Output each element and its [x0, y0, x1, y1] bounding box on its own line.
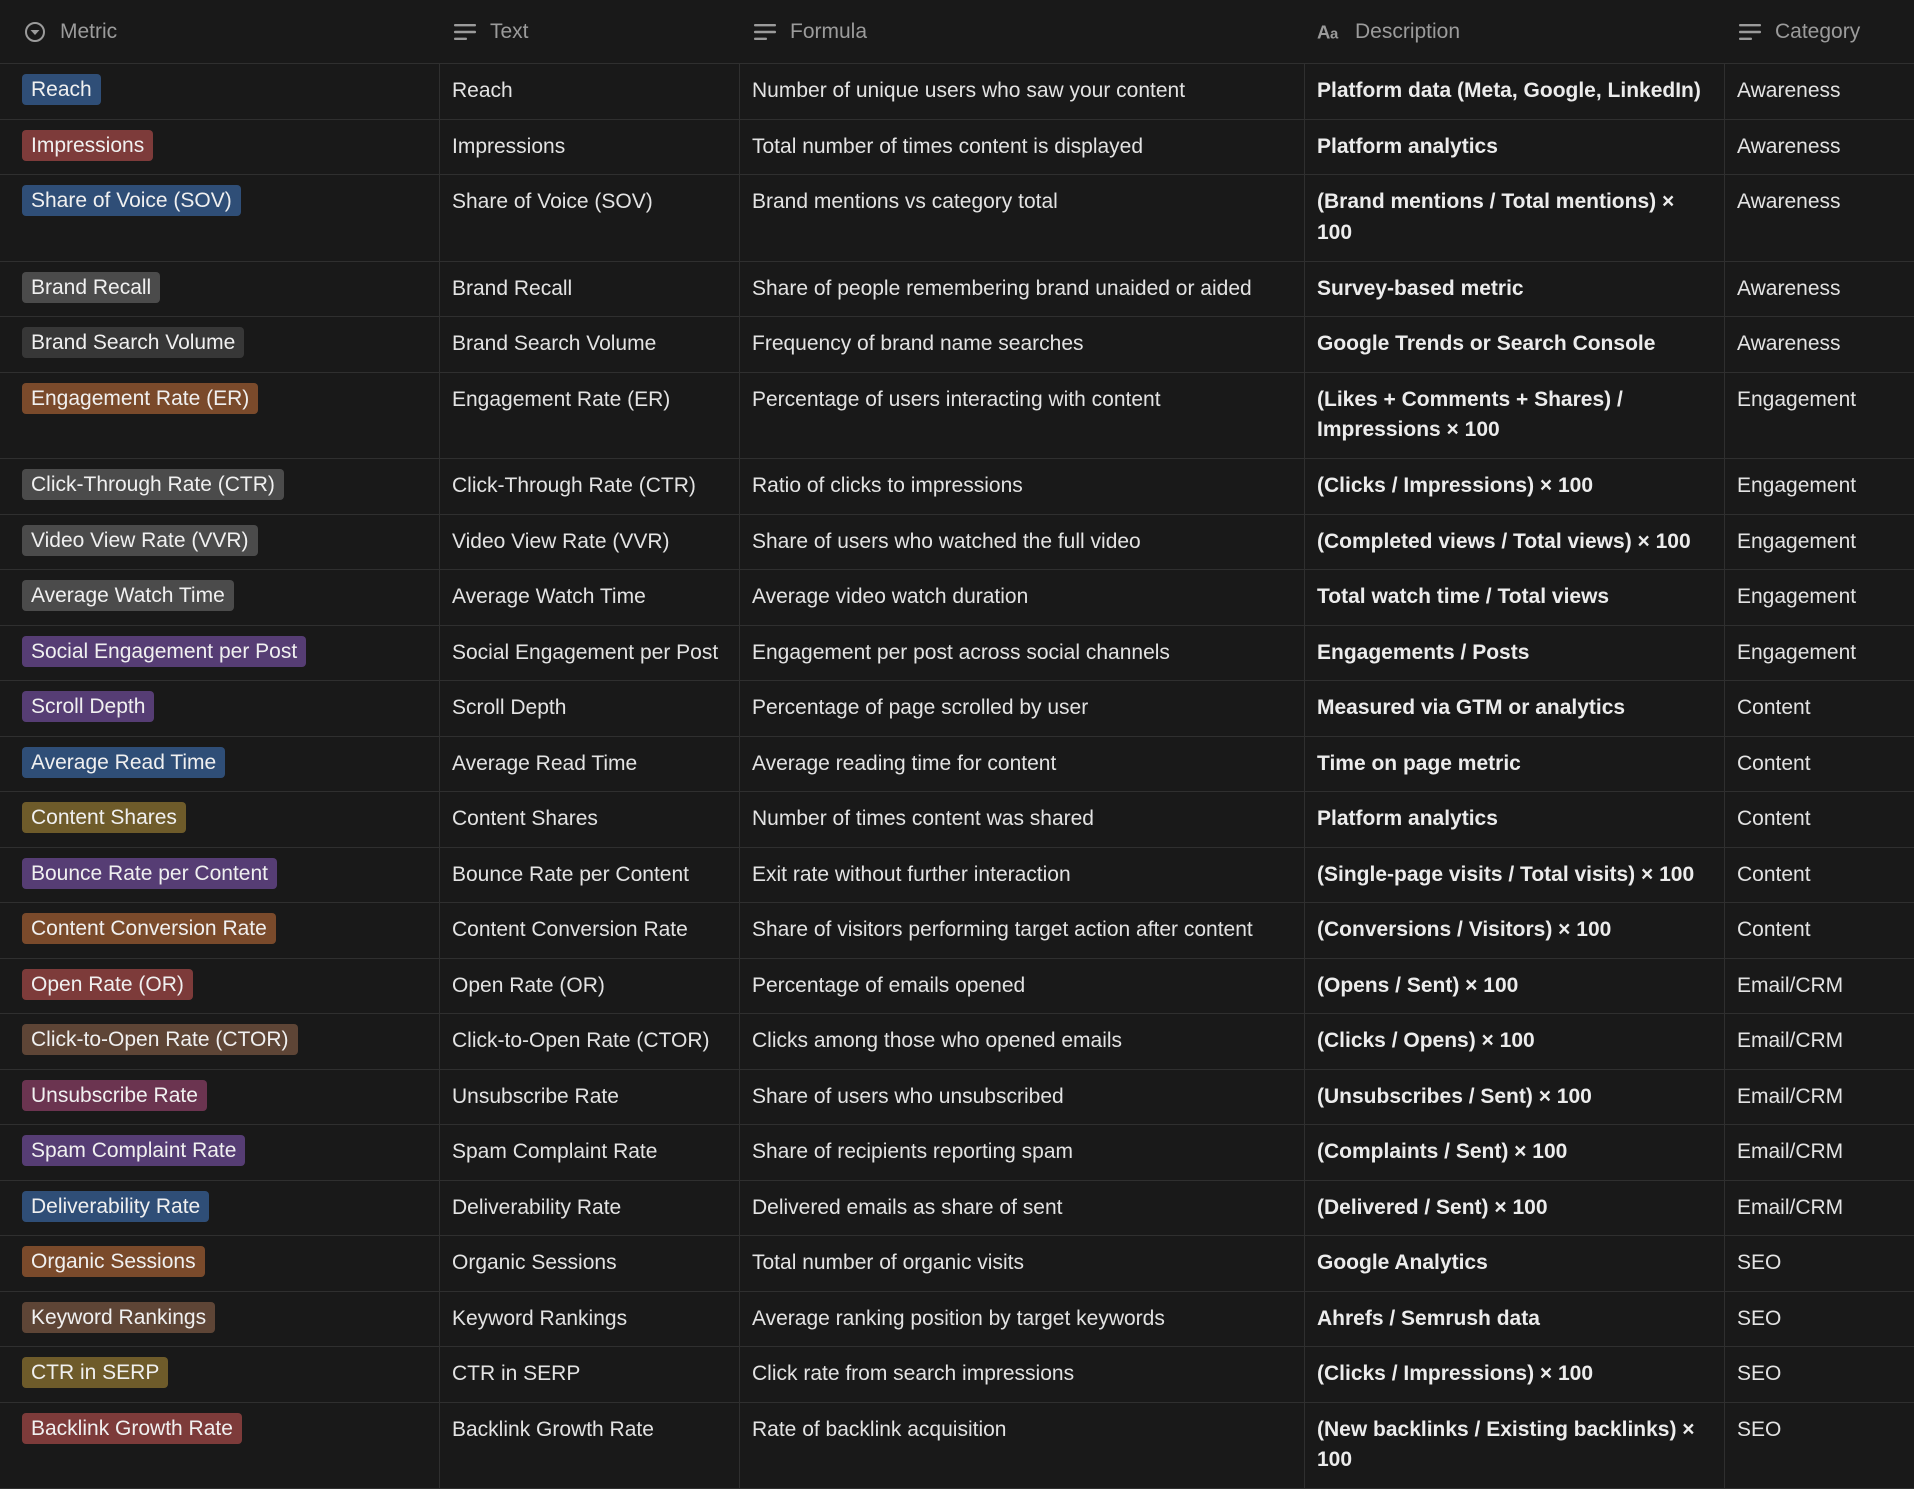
cell-metric[interactable]: [0, 317, 440, 372]
cell-text[interactable]: Deliverability Rate: [440, 1181, 740, 1236]
cell-formula[interactable]: Engagement per post across social channels: [740, 626, 1305, 681]
cell-formula[interactable]: Brand mentions vs category total: [740, 175, 1305, 261]
cell-category[interactable]: Content: [1725, 737, 1914, 792]
cell-category[interactable]: Awareness: [1725, 64, 1914, 119]
column-header-formula[interactable]: [740, 0, 1305, 63]
cell-description[interactable]: (Clicks / Impressions) × 100: [1305, 459, 1725, 514]
metric-tag[interactable]: Deliverability Rate: [22, 1191, 209, 1222]
cell-formula[interactable]: Clicks among those who opened emails: [740, 1014, 1305, 1069]
column-header-label: Formula: [790, 20, 867, 44]
cell-text[interactable]: Spam Complaint Rate: [440, 1125, 740, 1180]
lines-icon: [452, 19, 478, 45]
table-row[interactable]: [0, 1070, 1914, 1126]
cell-category[interactable]: SEO: [1725, 1292, 1914, 1347]
metric-tag[interactable]: Backlink Growth Rate: [22, 1413, 242, 1444]
cell-text[interactable]: Content Conversion Rate: [440, 903, 740, 958]
cell-description[interactable]: Engagements / Posts: [1305, 626, 1725, 681]
cell-category[interactable]: Engagement: [1725, 373, 1914, 459]
column-header-metric[interactable]: [0, 0, 440, 63]
cell-formula[interactable]: Share of people remembering brand unaided or aided: [740, 262, 1305, 317]
cell-metric[interactable]: [0, 1014, 440, 1069]
cell-metric[interactable]: [0, 737, 440, 792]
cell-formula[interactable]: Number of times content was shared: [740, 792, 1305, 847]
cell-description[interactable]: (Likes + Comments + Shares) / Impressions × 100: [1305, 373, 1725, 459]
table-row[interactable]: [0, 120, 1914, 176]
cell-description[interactable]: Time on page metric: [1305, 737, 1725, 792]
cell-description[interactable]: Google Analytics: [1305, 1236, 1725, 1291]
cell-metric[interactable]: [0, 1292, 440, 1347]
cell-category[interactable]: Email/CRM: [1725, 1181, 1914, 1236]
lines-icon: [752, 19, 778, 45]
cell-text[interactable]: CTR in SERP: [440, 1347, 740, 1402]
column-header-text[interactable]: [440, 0, 740, 63]
cell-description[interactable]: (New backlinks / Existing backlinks) × 100: [1305, 1403, 1725, 1489]
cell-metric[interactable]: [0, 120, 440, 175]
cell-metric[interactable]: [0, 175, 440, 261]
cell-description[interactable]: (Clicks / Opens) × 100: [1305, 1014, 1725, 1069]
select-circle-icon: [22, 19, 48, 45]
table-row[interactable]: [0, 1292, 1914, 1348]
table-row[interactable]: [0, 64, 1914, 120]
cell-metric[interactable]: [0, 64, 440, 119]
cell-description[interactable]: (Conversions / Visitors) × 100: [1305, 903, 1725, 958]
cell-metric[interactable]: [0, 1236, 440, 1291]
cell-description[interactable]: (Delivered / Sent) × 100: [1305, 1181, 1725, 1236]
metric-tag[interactable]: Content Shares: [22, 802, 186, 833]
metric-tag[interactable]: Bounce Rate per Content: [22, 858, 277, 889]
cell-text[interactable]: Unsubscribe Rate: [440, 1070, 740, 1125]
cell-description[interactable]: Total watch time / Total views: [1305, 570, 1725, 625]
cell-category[interactable]: Engagement: [1725, 570, 1914, 625]
table-row[interactable]: [0, 459, 1914, 515]
cell-category[interactable]: Awareness: [1725, 317, 1914, 372]
cell-formula[interactable]: Exit rate without further interaction: [740, 848, 1305, 903]
table-row[interactable]: [0, 681, 1914, 737]
cell-description[interactable]: (Opens / Sent) × 100: [1305, 959, 1725, 1014]
column-header-label: Description: [1355, 20, 1460, 44]
metric-tag[interactable]: Spam Complaint Rate: [22, 1135, 245, 1166]
cell-metric[interactable]: [0, 959, 440, 1014]
cell-description[interactable]: Google Trends or Search Console: [1305, 317, 1725, 372]
cell-category[interactable]: Content: [1725, 681, 1914, 736]
metric-tag[interactable]: Scroll Depth: [22, 691, 154, 722]
cell-description[interactable]: (Unsubscribes / Sent) × 100: [1305, 1070, 1725, 1125]
column-header-label: Text: [490, 20, 529, 44]
cell-description[interactable]: (Brand mentions / Total mentions) × 100: [1305, 175, 1725, 261]
cell-metric[interactable]: [0, 1347, 440, 1402]
cell-formula[interactable]: Total number of times content is displayed: [740, 120, 1305, 175]
cell-category[interactable]: Engagement: [1725, 459, 1914, 514]
metric-tag[interactable]: Unsubscribe Rate: [22, 1080, 207, 1111]
cell-formula[interactable]: Share of users who unsubscribed: [740, 1070, 1305, 1125]
cell-formula[interactable]: Percentage of page scrolled by user: [740, 681, 1305, 736]
cell-formula[interactable]: Share of users who watched the full video: [740, 515, 1305, 570]
cell-formula[interactable]: Percentage of users interacting with content: [740, 373, 1305, 459]
metric-tag[interactable]: Reach: [22, 74, 101, 105]
cell-formula[interactable]: Rate of backlink acquisition: [740, 1403, 1305, 1489]
cell-text[interactable]: Open Rate (OR): [440, 959, 740, 1014]
table-row[interactable]: [0, 1236, 1914, 1292]
metric-tag[interactable]: Content Conversion Rate: [22, 913, 276, 944]
cell-text[interactable]: Video View Rate (VVR): [440, 515, 740, 570]
cell-category[interactable]: Email/CRM: [1725, 1014, 1914, 1069]
cell-metric[interactable]: [0, 1070, 440, 1125]
lines-icon: [1737, 19, 1763, 45]
metric-tag[interactable]: CTR in SERP: [22, 1357, 168, 1388]
cell-text[interactable]: Content Shares: [440, 792, 740, 847]
cell-text[interactable]: Social Engagement per Post: [440, 626, 740, 681]
cell-formula[interactable]: Click rate from search impressions: [740, 1347, 1305, 1402]
cell-category[interactable]: SEO: [1725, 1403, 1914, 1489]
cell-formula[interactable]: Share of visitors performing target action after content: [740, 903, 1305, 958]
cell-description[interactable]: (Single-page visits / Total visits) × 100: [1305, 848, 1725, 903]
svg-text:A: A: [1317, 21, 1330, 42]
table-row[interactable]: [0, 1347, 1914, 1403]
table-row[interactable]: [0, 737, 1914, 793]
cell-metric[interactable]: [0, 570, 440, 625]
metric-tag[interactable]: Share of Voice (SOV): [22, 185, 241, 216]
cell-formula[interactable]: Ratio of clicks to impressions: [740, 459, 1305, 514]
table-row[interactable]: [0, 959, 1914, 1015]
cell-category[interactable]: Email/CRM: [1725, 959, 1914, 1014]
cell-formula[interactable]: Average ranking position by target keywords: [740, 1292, 1305, 1347]
cell-text[interactable]: Click-to-Open Rate (CTOR): [440, 1014, 740, 1069]
metric-tag[interactable]: Average Watch Time: [22, 580, 234, 611]
cell-formula[interactable]: Total number of organic visits: [740, 1236, 1305, 1291]
cell-category[interactable]: Awareness: [1725, 120, 1914, 175]
metric-tag[interactable]: Click-Through Rate (CTR): [22, 469, 284, 500]
cell-text[interactable]: Bounce Rate per Content: [440, 848, 740, 903]
column-header-label: Metric: [60, 20, 117, 44]
cell-description[interactable]: Platform analytics: [1305, 120, 1725, 175]
cell-formula[interactable]: Average video watch duration: [740, 570, 1305, 625]
cell-category[interactable]: Awareness: [1725, 262, 1914, 317]
cell-text[interactable]: Organic Sessions: [440, 1236, 740, 1291]
table-header: [0, 0, 1914, 64]
metric-tag[interactable]: Average Read Time: [22, 747, 225, 778]
cell-text[interactable]: Average Read Time: [440, 737, 740, 792]
cell-text[interactable]: Reach: [440, 64, 740, 119]
metric-tag[interactable]: Organic Sessions: [22, 1246, 205, 1277]
table-row[interactable]: [0, 373, 1914, 460]
table-row[interactable]: [0, 1403, 1914, 1489]
cell-description[interactable]: Ahrefs / Semrush data: [1305, 1292, 1725, 1347]
cell-description[interactable]: Platform data (Meta, Google, LinkedIn): [1305, 64, 1725, 119]
table-row[interactable]: [0, 848, 1914, 904]
metric-tag[interactable]: Click-to-Open Rate (CTOR): [22, 1024, 298, 1055]
cell-metric[interactable]: [0, 792, 440, 847]
cell-metric[interactable]: [0, 903, 440, 958]
column-header-category[interactable]: [1725, 0, 1914, 63]
cell-text[interactable]: Keyword Rankings: [440, 1292, 740, 1347]
cell-description[interactable]: Platform analytics: [1305, 792, 1725, 847]
cell-formula[interactable]: Share of recipients reporting spam: [740, 1125, 1305, 1180]
cell-text[interactable]: Brand Search Volume: [440, 317, 740, 372]
cell-text[interactable]: Average Watch Time: [440, 570, 740, 625]
column-header-description[interactable]: [1305, 0, 1725, 63]
table-row[interactable]: [0, 317, 1914, 373]
table-row[interactable]: [0, 570, 1914, 626]
table-row[interactable]: [0, 515, 1914, 571]
cell-metric[interactable]: [0, 626, 440, 681]
cell-category[interactable]: Engagement: [1725, 626, 1914, 681]
column-header-label: Category: [1775, 20, 1860, 44]
cell-formula[interactable]: Average reading time for content: [740, 737, 1305, 792]
cell-text[interactable]: Click-Through Rate (CTR): [440, 459, 740, 514]
cell-category[interactable]: Awareness: [1725, 175, 1914, 261]
cell-metric[interactable]: [0, 262, 440, 317]
table-row[interactable]: [0, 175, 1914, 262]
cell-metric[interactable]: [0, 848, 440, 903]
cell-text[interactable]: Share of Voice (SOV): [440, 175, 740, 261]
cell-description[interactable]: (Complaints / Sent) × 100: [1305, 1125, 1725, 1180]
cell-description[interactable]: Survey-based metric: [1305, 262, 1725, 317]
table-row[interactable]: [0, 903, 1914, 959]
metric-tag[interactable]: Brand Recall: [22, 272, 160, 303]
table-row[interactable]: [0, 792, 1914, 848]
metric-tag[interactable]: Brand Search Volume: [22, 327, 244, 358]
cell-category[interactable]: SEO: [1725, 1236, 1914, 1291]
cell-description[interactable]: Measured via GTM or analytics: [1305, 681, 1725, 736]
table-row[interactable]: [0, 626, 1914, 682]
cell-category[interactable]: Email/CRM: [1725, 1070, 1914, 1125]
cell-description[interactable]: (Clicks / Impressions) × 100: [1305, 1347, 1725, 1402]
metric-tag[interactable]: Keyword Rankings: [22, 1302, 215, 1333]
table-row[interactable]: [0, 1125, 1914, 1181]
cell-formula[interactable]: Percentage of emails opened: [740, 959, 1305, 1014]
metric-tag[interactable]: Video View Rate (VVR): [22, 525, 258, 556]
cell-category[interactable]: Content: [1725, 848, 1914, 903]
cell-category[interactable]: Content: [1725, 792, 1914, 847]
cell-category[interactable]: Email/CRM: [1725, 1125, 1914, 1180]
svg-text:a: a: [1330, 26, 1339, 42]
table-row[interactable]: [0, 262, 1914, 318]
cell-metric[interactable]: [0, 373, 440, 459]
cell-category[interactable]: Content: [1725, 903, 1914, 958]
metric-tag[interactable]: Impressions: [22, 130, 153, 161]
table-row[interactable]: [0, 1014, 1914, 1070]
cell-metric[interactable]: [0, 459, 440, 514]
cell-metric[interactable]: [0, 681, 440, 736]
cell-text[interactable]: Backlink Growth Rate: [440, 1403, 740, 1489]
text-aa-icon: [1317, 19, 1343, 45]
cell-text[interactable]: Brand Recall: [440, 262, 740, 317]
cell-text[interactable]: Impressions: [440, 120, 740, 175]
cell-metric[interactable]: [0, 1181, 440, 1236]
cell-category[interactable]: Engagement: [1725, 515, 1914, 570]
cell-description[interactable]: (Completed views / Total views) × 100: [1305, 515, 1725, 570]
table-body: [0, 64, 1914, 1489]
cell-category[interactable]: SEO: [1725, 1347, 1914, 1402]
cell-formula[interactable]: Delivered emails as share of sent: [740, 1181, 1305, 1236]
cell-metric[interactable]: [0, 515, 440, 570]
metric-tag[interactable]: Open Rate (OR): [22, 969, 193, 1000]
cell-metric[interactable]: [0, 1125, 440, 1180]
metric-tag[interactable]: Engagement Rate (ER): [22, 383, 258, 414]
metric-tag[interactable]: Social Engagement per Post: [22, 636, 306, 667]
cell-formula[interactable]: Number of unique users who saw your content: [740, 64, 1305, 119]
cell-text[interactable]: Scroll Depth: [440, 681, 740, 736]
cell-formula[interactable]: Frequency of brand name searches: [740, 317, 1305, 372]
cell-text[interactable]: Engagement Rate (ER): [440, 373, 740, 459]
table-row[interactable]: [0, 1181, 1914, 1237]
cell-metric[interactable]: [0, 1403, 440, 1489]
